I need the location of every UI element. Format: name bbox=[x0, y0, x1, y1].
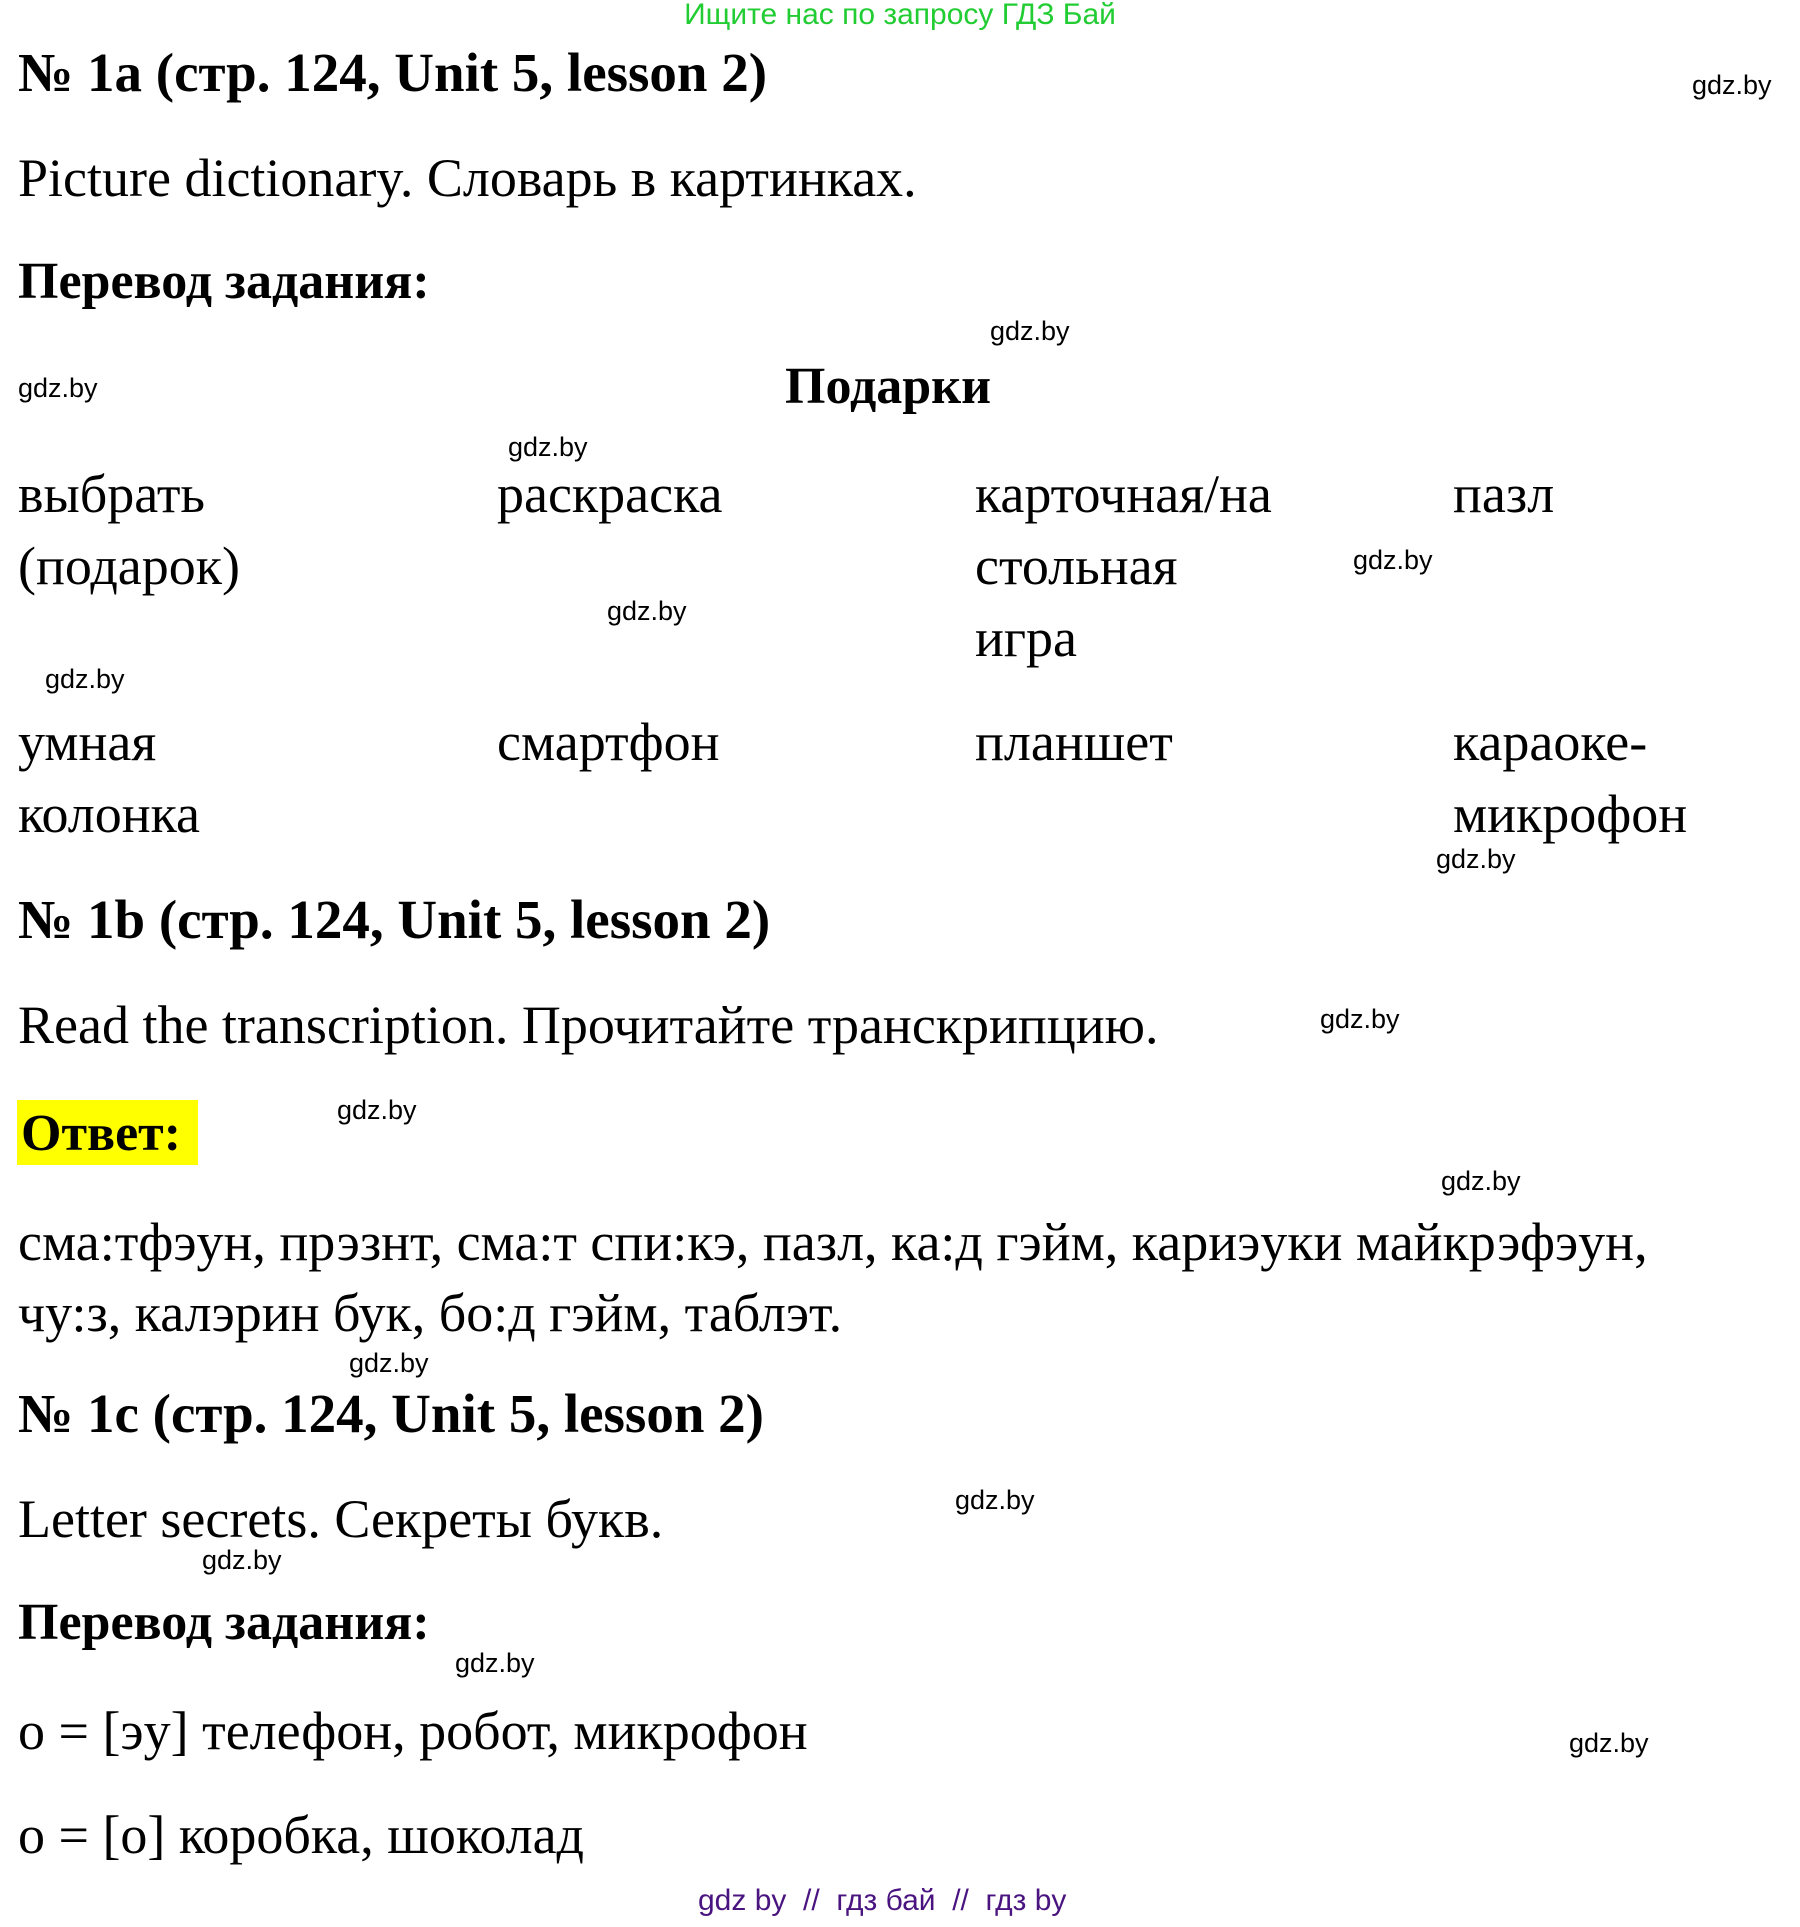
vocab-word: карточная/на bbox=[975, 464, 1272, 524]
watermark: gdz.by bbox=[990, 316, 1070, 346]
instruction-1c: Letter secrets. Секреты букв. bbox=[18, 1489, 664, 1549]
vocab-word: микрофон bbox=[1453, 784, 1688, 844]
vocab-cell bbox=[975, 706, 1173, 778]
vocab-word: раскраска bbox=[497, 464, 723, 524]
vocab-cell bbox=[975, 458, 1272, 674]
watermark: gdz.by bbox=[607, 596, 687, 626]
vocab-word: выбрать bbox=[18, 464, 206, 524]
watermark: gdz.by bbox=[1353, 545, 1433, 575]
vocab-cell bbox=[18, 706, 200, 850]
watermark: gdz.by bbox=[955, 1485, 1035, 1515]
answer-line: чу:з, калэрин бук, бо:д гэйм, таблэт. bbox=[18, 1283, 843, 1343]
heading-1c: № 1c (стр. 124, Unit 5, lesson 2) bbox=[18, 1383, 764, 1444]
table-title: Подарки bbox=[785, 358, 992, 415]
vocab-word: планшет bbox=[975, 712, 1173, 772]
vocab-word: (подарок) bbox=[18, 536, 240, 596]
rule-line: o = [o] коробка, шоколад bbox=[18, 1805, 585, 1865]
translation-label-1a: Перевод задания: bbox=[18, 253, 430, 310]
instruction-1b: Read the transcription. Прочитайте транскрипцию. bbox=[18, 995, 1159, 1055]
vocab-cell bbox=[1453, 706, 1687, 850]
instruction-1a: Picture dictionary. Словарь в картинках. bbox=[18, 148, 917, 208]
watermark: gdz.by bbox=[1441, 1166, 1521, 1196]
watermark: gdz.by bbox=[349, 1348, 429, 1378]
watermark: gdz.by bbox=[45, 664, 125, 694]
vocab-cell bbox=[18, 458, 240, 602]
watermark: gdz.by bbox=[508, 432, 588, 462]
vocab-word: игра bbox=[975, 608, 1078, 668]
watermark: gdz.by bbox=[455, 1648, 535, 1678]
vocab-word: смартфон bbox=[497, 712, 720, 772]
vocab-word: умная bbox=[18, 712, 157, 772]
watermark: gdz.by bbox=[202, 1545, 282, 1575]
vocab-word: стольная bbox=[975, 536, 1178, 596]
vocab-cell bbox=[497, 706, 720, 778]
footer-links[interactable]: gdz by // гдз бай // гдз by bbox=[698, 1884, 1067, 1917]
answer-label: Ответ: bbox=[17, 1100, 198, 1165]
rule-line: o = [эу] телефон, робот, микрофон bbox=[18, 1701, 808, 1761]
vocab-cell bbox=[1453, 458, 1554, 530]
watermark: gdz.by bbox=[1320, 1004, 1400, 1034]
vocab-word: колонка bbox=[18, 784, 201, 844]
search-banner[interactable]: Ищите нас по запросу ГДЗ Бай bbox=[684, 0, 1116, 31]
translation-label-1c: Перевод задания: bbox=[18, 1594, 430, 1651]
answer-text bbox=[18, 1207, 1648, 1349]
watermark: gdz.by bbox=[1569, 1728, 1649, 1758]
watermark: gdz.by bbox=[1692, 70, 1772, 100]
vocab-word: пазл bbox=[1453, 464, 1555, 524]
answer-line: сма:тфэун, прэзнт, сма:т спи:кэ, пазл, ка:д гэйм, кариэуки майкрэфэун, bbox=[18, 1212, 1648, 1272]
watermark: gdz.by bbox=[337, 1095, 417, 1125]
heading-1b: № 1b (стр. 124, Unit 5, lesson 2) bbox=[18, 889, 771, 950]
vocab-cell bbox=[497, 458, 723, 530]
watermark: gdz.by bbox=[18, 373, 98, 403]
heading-1a: № 1a (стр. 124, Unit 5, lesson 2) bbox=[18, 42, 768, 103]
vocab-word: караоке- bbox=[1453, 712, 1648, 772]
watermark: gdz.by bbox=[1436, 844, 1516, 874]
